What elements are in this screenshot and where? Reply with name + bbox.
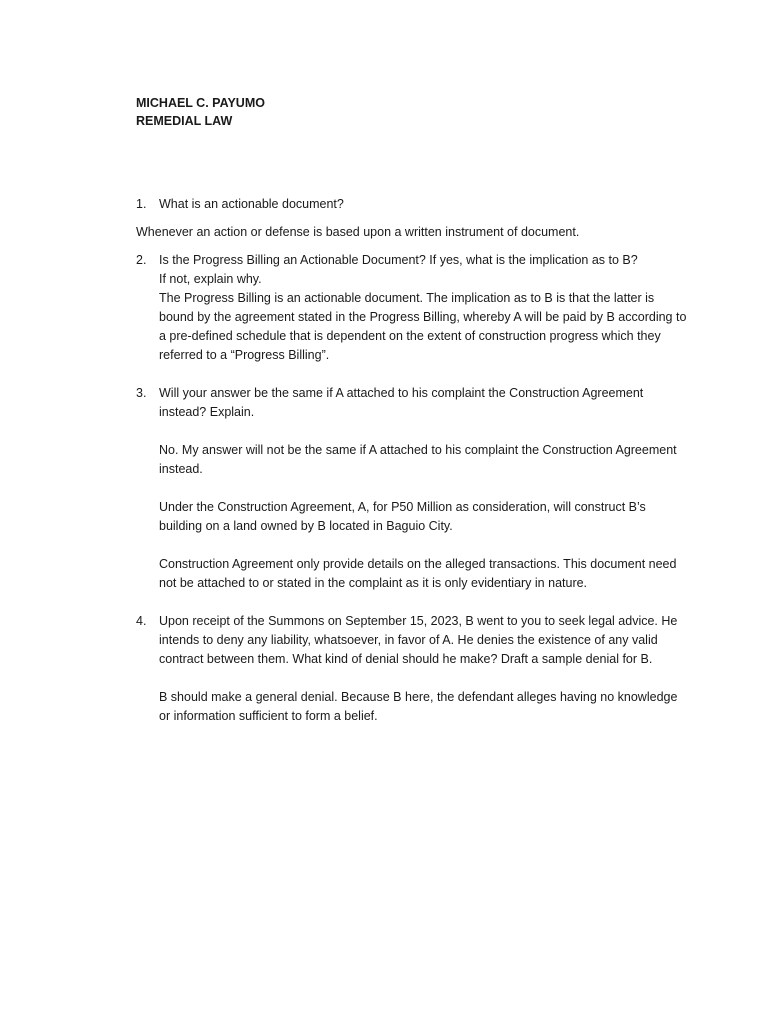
question-text: What is an actionable document? xyxy=(159,197,344,211)
author-name: MICHAEL C. PAYUMO xyxy=(136,96,265,110)
answer-2: The Progress Billing is an actionable document. The implication as to B is that the latter is bound by the agreement stated in the Progress Billing, whereby A will be paid by B according to a pre-defined schedule that is dependent on the extent of construction progress which they referred to a “Progress Billing”. xyxy=(159,291,687,362)
question-1 xyxy=(136,195,688,214)
question-number: 2. xyxy=(136,253,147,267)
question-text: Will your answer be the same if A attached to his complaint the Construction Agreement instead? Explain. xyxy=(159,386,644,419)
answer-4: B should make a general denial. Because B here, the defendant alleges having no knowledge or information sufficient to form a belief. xyxy=(159,690,678,723)
question-3 xyxy=(136,384,688,593)
question-2 xyxy=(136,251,688,365)
question-number: 3. xyxy=(136,386,147,400)
question-number: 1. xyxy=(136,197,147,211)
answer-3-paragraph-3: Construction Agreement only provide details on the alleged transactions. This document need not be attached to or stated in the complaint as it is only evidentiary in nature. xyxy=(159,557,677,590)
answer-1: Whenever an action or defense is based upon a written instrument of document. xyxy=(136,225,580,239)
document-header xyxy=(136,94,265,130)
question-4 xyxy=(136,612,688,726)
question-text: Upon receipt of the Summons on September 15, 2023, B went to you to seek legal advice. He intends to deny any liability, whatsoever, in favor of A. He denies the existence of any valid contract between them. What kind of denial should he make? Draft a sample denial for B. xyxy=(159,614,678,666)
subject-title: REMEDIAL LAW xyxy=(136,114,233,128)
question-text-line-2: If not, explain why. xyxy=(159,272,262,286)
question-number: 4. xyxy=(136,614,147,628)
answer-3-paragraph-1: No. My answer will not be the same if A attached to his complaint the Construction Agreement instead. xyxy=(159,443,677,476)
question-text-line-1: Is the Progress Billing an Actionable Document? If yes, what is the implication as to B? xyxy=(159,253,638,267)
document-body xyxy=(136,195,688,726)
answer-3-paragraph-2: Under the Construction Agreement, A, for P50 Million as consideration, will construct B’s building on a land owned by B located in Baguio City. xyxy=(159,500,646,533)
